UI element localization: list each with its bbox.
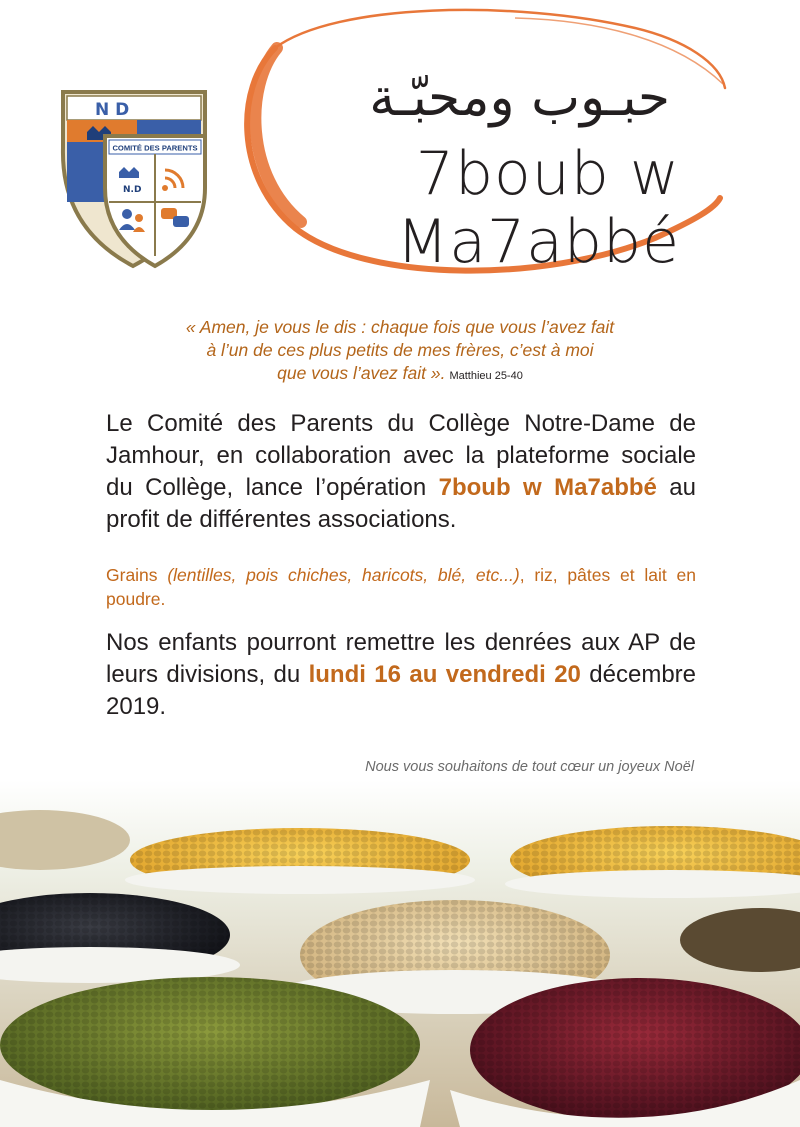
quote-line-2: à l’un de ces plus petits de mes frères, c’est à moi	[206, 340, 594, 360]
quote-line-3: que vous l’avez fait ».	[277, 363, 446, 383]
logo-banner-text: COMITÉ DES PARENTS	[112, 143, 198, 153]
committee-logo	[55, 88, 215, 270]
quote-reference: Matthieu 25-40	[449, 370, 523, 382]
announcement-paragraph	[106, 408, 696, 536]
quote-line-1: « Amen, je vous le dis : chaque fois que vous l’avez fait	[185, 317, 615, 337]
christmas-wish: Nous vous souhaitons de tout cœur un joyeux Noël	[365, 759, 694, 775]
scripture-quote	[110, 316, 690, 388]
title-latin: 7boub w Ma7abbé	[396, 139, 680, 277]
collection-dates: lundi 16 au vendredi 20	[308, 661, 581, 688]
title-arabic: حبـوب ومحبّـة	[369, 68, 670, 128]
items-examples: (lentilles, pois chiches, haricots, blé, etc...)	[167, 565, 520, 585]
operation-name: 7boub w Ma7abbé	[438, 474, 657, 501]
items-rest: , riz, pâtes et lait en poudre.	[106, 565, 697, 609]
announcement-text-end: au profit de différentes associations.	[106, 474, 696, 533]
collection-dates-paragraph	[106, 627, 696, 723]
logo-letters: N D	[95, 100, 130, 120]
logo-small-letters: N.D	[123, 185, 142, 195]
dates-text: Nos enfants pourront remettre les denrées aux AP de leurs divisions, du	[106, 629, 696, 688]
dates-text-end: décembre 2019.	[106, 661, 696, 720]
grains-bowls-photo	[0, 780, 800, 1127]
announcement-text: Le Comité des Parents du Collège Notre-Dame de Jamhour, en collaboration avec la plateforme sociale du Collège, lance l’opération	[106, 410, 696, 501]
donation-items	[106, 563, 696, 611]
items-label: Grains	[106, 565, 168, 585]
